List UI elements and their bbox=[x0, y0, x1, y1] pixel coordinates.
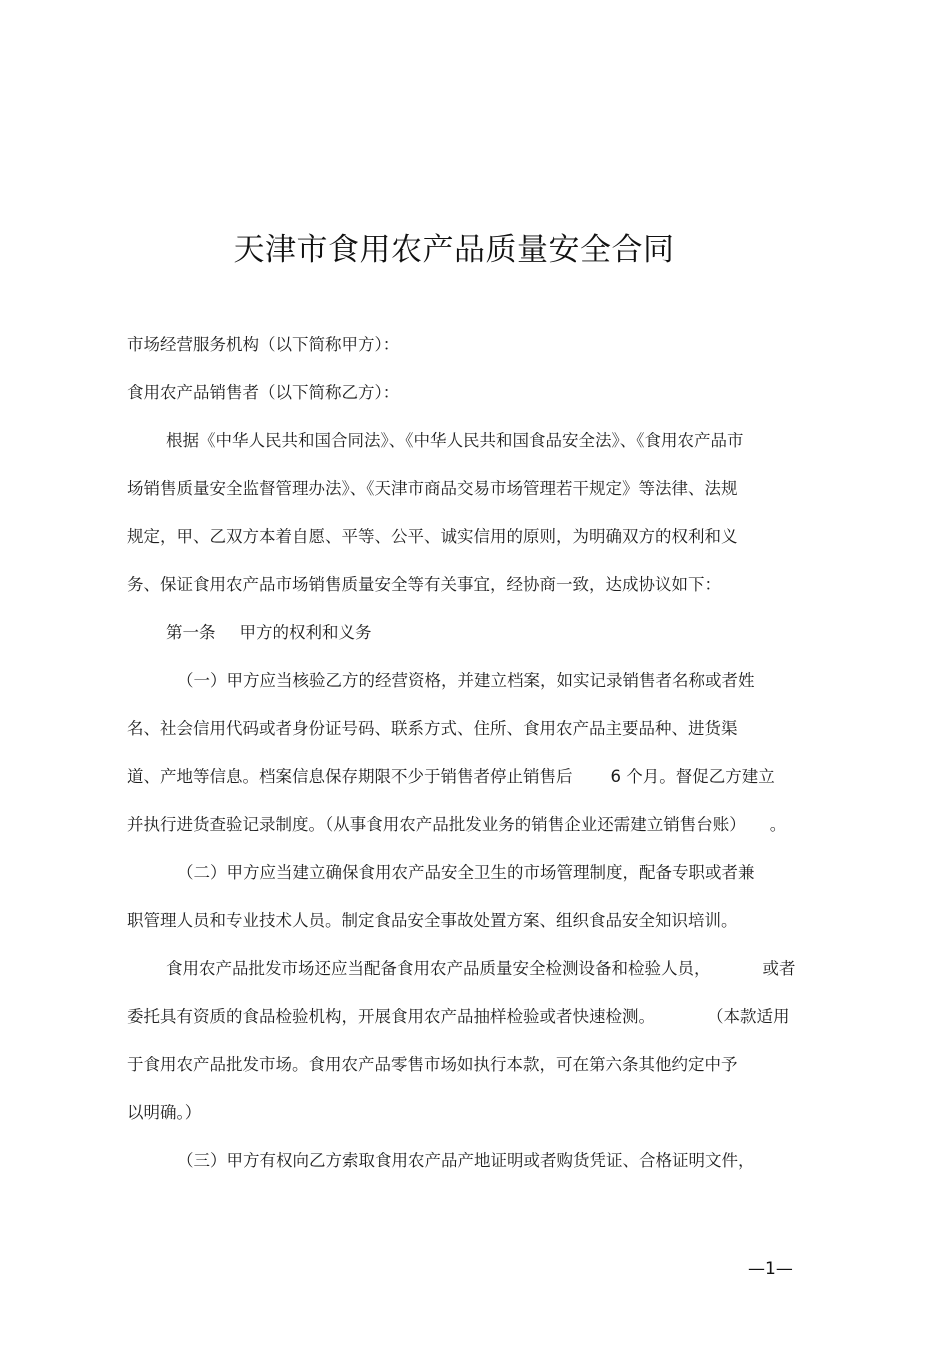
clause-1-line-3 bbox=[127, 767, 775, 787]
wholesale-line-1a: 食用农产品批发市场还应当配备食用农产品质量安全检测设备和检验人员， bbox=[166, 959, 711, 978]
preamble-line-1: 根据《中华人民共和国合同法》、《中华人民共和国食品安全法》、《食用农产品市 bbox=[166, 431, 744, 450]
wholesale-line-1 bbox=[166, 959, 796, 979]
article-1-title: 甲方的权利和义务 bbox=[239, 623, 372, 642]
wholesale-line-1b: 或者 bbox=[762, 959, 796, 978]
article-1-label: 第一条 bbox=[166, 623, 216, 642]
wholesale-line-4: 以明确。） bbox=[127, 1103, 202, 1122]
wholesale-line-2 bbox=[127, 1007, 790, 1027]
wholesale-line-3: 于食用农产品批发市场。食用农产品零售市场如执行本款，可在第六条其他约定中予 bbox=[127, 1055, 738, 1074]
page-number: —1— bbox=[748, 1259, 793, 1279]
clause-1-line-2: 名、社会信用代码或者身份证号码、联系方式、住所、食用农产品主要品种、进货渠 bbox=[127, 719, 738, 738]
clause-2-line-1: （二）甲方应当建立确保食用农产品安全卫生的市场管理制度，配备专职或者兼 bbox=[177, 863, 755, 882]
preamble-line-3: 规定，甲、乙双方本着自愿、平等、公平、诚实信用的原则，为明确双方的权利和义 bbox=[127, 527, 738, 546]
clause-3-line-1: （三）甲方有权向乙方索取食用农产品产地证明或者购货凭证、合格证明文件， bbox=[177, 1151, 755, 1170]
clause-1-line-3a: 道、产地等信息。档案信息保存期限不少于销售者停止销售后 bbox=[127, 767, 573, 786]
article-1-heading bbox=[166, 623, 372, 643]
clause-1-line-4a: 并执行进货查验记录制度。（从事食用农产品批发业务的销售企业还需建立销售台账） bbox=[127, 815, 746, 834]
clause-1-line-1: （一）甲方应当核验乙方的经营资格，并建立档案，如实记录销售者名称或者姓 bbox=[177, 671, 755, 690]
clause-1-line-4b: 。 bbox=[769, 815, 787, 834]
party-b-line: 食用农产品销售者（以下简称乙方）： bbox=[127, 383, 400, 402]
clause-1-line-3b: 6 个月。督促乙方建立 bbox=[610, 767, 775, 786]
clause-2-line-2: 职管理人员和专业技术人员。制定食品安全事故处置方案、组织食品安全知识培训。 bbox=[127, 911, 738, 930]
party-a-line: 市场经营服务机构（以下简称甲方）： bbox=[127, 335, 400, 354]
preamble-line-2: 场销售质量安全监督管理办法》、《天津市商品交易市场管理若干规定》等法律、法规 bbox=[127, 479, 738, 498]
wholesale-line-2a: 委托具有资质的食品检验机构，开展食用农产品抽样检验或者快速检测。 bbox=[127, 1007, 655, 1026]
wholesale-line-2b: （本款适用 bbox=[707, 1007, 790, 1026]
document-title: 天津市食用农产品质量安全合同 bbox=[233, 232, 675, 268]
preamble-line-4: 务、保证食用农产品市场销售质量安全等有关事宜，经协商一致，达成协议如下： bbox=[127, 575, 721, 594]
clause-1-line-4 bbox=[127, 815, 786, 835]
